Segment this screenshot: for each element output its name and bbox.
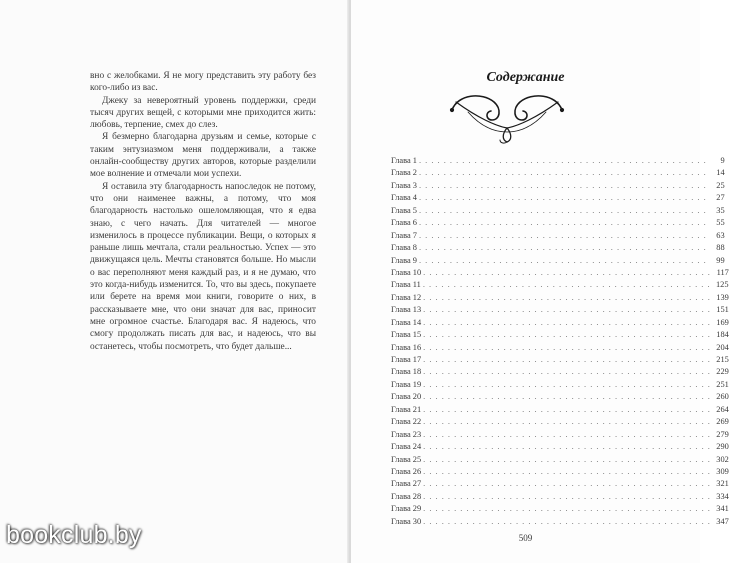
toc-row: [391, 279, 729, 291]
toc-row: [391, 317, 729, 329]
toc-leader-dots: . . . . . . . . . . . . . . . . . . . . . . . . . . . . . . . . . . . . . . . . . . . . . . .: [423, 479, 711, 489]
toc-chapter-label: Глава 1: [391, 156, 417, 165]
toc-leader-dots: . . . . . . . . . . . . . . . . . . . . . . . . . . . . . . . . . . . . . . . . . . . . . . .: [418, 205, 707, 215]
toc-row: [391, 379, 729, 391]
toc-leader-dots: . . . . . . . . . . . . . . . . . . . . . . . . . . . . . . . . . . . . . . . . . . . . . . .: [423, 379, 711, 389]
toc-row: [391, 466, 729, 478]
toc-leader-dots: . . . . . . . . . . . . . . . . . . . . . . . . . . . . . . . . . . . . . . . . . . . . . . .: [423, 267, 711, 277]
toc-page-number: 55: [716, 218, 725, 228]
toc-chapter-label: Глава 3: [391, 180, 417, 190]
toc-chapter-label: Глава 29: [391, 504, 422, 514]
toc-row: [391, 366, 729, 378]
toc-row: [391, 404, 729, 416]
toc-page-number: 63: [716, 230, 725, 240]
toc-chapter-label: Глава 20: [391, 392, 422, 402]
toc-leader-dots: . . . . . . . . . . . . . . . . . . . . . . . . . . . . . . . . . . . . . . . . . . . . . . .: [423, 317, 711, 327]
toc-chapter-label: Глава 23: [391, 429, 422, 439]
toc-page-number: 88: [716, 243, 725, 253]
toc-chapter-label: Глава 30: [391, 516, 422, 526]
toc-leader-dots: . . . . . . . . . . . . . . . . . . . . . . . . . . . . . . . . . . . . . . . . . . . . . . .: [418, 243, 707, 253]
toc-page-number: 169: [716, 317, 729, 327]
paragraph: вно с желобками. Я не могу представить эту работу без кого-либо из вас.: [90, 71, 316, 94]
toc-page-number: 35: [716, 205, 725, 215]
toc-leader-dots: . . . . . . . . . . . . . . . . . . . . . . . . . . . . . . . . . . . . . . . . . . . . . . .: [418, 218, 707, 228]
toc-leader-dots: . . . . . . . . . . . . . . . . . . . . . . . . . . . . . . . . . . . . . . . . . . . . . . .: [418, 255, 707, 265]
toc-row: [391, 441, 729, 453]
toc-page-number: 251: [716, 379, 729, 389]
page-number: 509: [518, 533, 533, 543]
toc-leader-dots: . . . . . . . . . . . . . . . . . . . . . . . . . . . . . . . . . . . . . . . . . . . . . . .: [423, 417, 711, 427]
toc-page-number: 117: [716, 267, 729, 277]
toc-page-number: 290: [716, 442, 729, 452]
toc-page-number: 204: [716, 342, 729, 352]
left-page: [0, 0, 349, 563]
flourish-ornament-icon: [448, 88, 566, 146]
toc-page-number: 341: [716, 504, 729, 514]
toc-leader-dots: . . . . . . . . . . . . . . . . . . . . . . . . . . . . . . . . . . . . . . . . . . . . . . .: [423, 367, 711, 377]
toc-chapter-label: Глава 22: [391, 417, 422, 427]
paragraph: Я безмерно благодарна друзьям и семье, которые с таким энтузиазмом меня поддерживали, а также онлайн-сообществу других авторов, которые разделили мое волнение и отмечали мои успехи.: [90, 132, 316, 180]
toc-leader-dots: . . . . . . . . . . . . . . . . . . . . . . . . . . . . . . . . . . . . . . . . . . . . . . .: [423, 392, 711, 402]
toc-chapter-label: Глава 8: [391, 243, 417, 253]
toc-chapter-label: Глава 17: [391, 355, 422, 364]
paragraph: Я оставила эту благодарность напоследок не потому, что они наименее важны, а потому, что моя благодарность настолько ошеломляющая, что я едва знаю, с чего начать. Для читателей — многое изменилось в процессе публикации. Вещи, о которых я раньше лишь мечтала, стали реальностью. Успех — это движущаяся цель. Мечты становятся больше. Но мысли о вас переполняют меня каждый раз, и я не думаю, что это когда-нибудь изменится. То, что вы здесь, покупаете или берете на время мои книги, говорите о них, в рассказываете мне, что они значат для вас, приносит мне огромное счастье. Благодаря вас. Я надеюсь, что смогу продолжать писать для вас, и надеюсь, что вы останетесь, чтобы посмотреть, что будет дальше...: [90, 181, 316, 352]
toc-page-number: 99: [716, 255, 725, 265]
toc-row: [391, 180, 725, 192]
toc-row: [391, 155, 725, 167]
toc-leader-dots: . . . . . . . . . . . . . . . . . . . . . . . . . . . . . . . . . . . . . . . . . . . . . . .: [418, 168, 707, 178]
toc-chapter-label: Глава 11: [391, 280, 421, 290]
toc-leader-dots: . . . . . . . . . . . . . . . . . . . . . . . . . . . . . . . . . . . . . . . . . . . . . . .: [423, 342, 711, 352]
toc-row: [391, 329, 729, 341]
toc-chapter-label: Глава 25: [391, 454, 422, 464]
toc-chapter-label: Глава 19: [391, 379, 422, 389]
toc-leader-dots: . . . . . . . . . . . . . . . . . . . . . . . . . . . . . . . . . . . . . . . . . . . . . . .: [423, 404, 711, 414]
toc-leader-dots: . . . . . . . . . . . . . . . . . . . . . . . . . . . . . . . . . . . . . . . . . . . . . . .: [423, 429, 711, 439]
toc-page-number: 269: [716, 417, 729, 427]
toc-page-number: 25: [716, 180, 725, 190]
toc-chapter-label: Глава 4: [391, 193, 417, 203]
toc-row: [391, 503, 729, 515]
toc-row: [391, 192, 725, 204]
toc-leader-dots: . . . . . . . . . . . . . . . . . . . . . . . . . . . . . . . . . . . . . . . . . . . . . . .: [423, 305, 711, 315]
toc-row: [391, 292, 729, 304]
toc-row: [391, 267, 729, 279]
toc-page-number: 264: [716, 404, 729, 414]
acknowledgements-text: [90, 70, 316, 353]
toc-leader-dots: . . . . . . . . . . . . . . . . . . . . . . . . . . . . . . . . . . . . . . . . . . . . . . .: [423, 504, 711, 514]
toc-page-number: 260: [716, 392, 729, 402]
toc-row: [391, 342, 729, 354]
toc-leader-dots: . . . . . . . . . . . . . . . . . . . . . . . . . . . . . . . . . . . . . . . . . . . . . . .: [418, 193, 707, 203]
toc-chapter-label: Глава 5: [391, 205, 417, 215]
toc-page-number: 347: [716, 516, 729, 526]
toc-leader-dots: . . . . . . . . . . . . . . . . . . . . . . . . . . . . . . . . . . . . . . . . . . . . . . .: [423, 330, 711, 340]
toc-row: [391, 255, 725, 267]
toc-row: [391, 429, 729, 441]
toc-chapter-label: Глава 24: [391, 442, 422, 452]
toc-chapter-label: Глава 21: [391, 404, 422, 414]
toc-chapter-label: Глава 28: [391, 491, 422, 501]
toc-chapter-label: Глава 14: [391, 317, 422, 327]
toc-page-number: 334: [716, 491, 729, 501]
toc-row: [391, 516, 729, 528]
toc-chapter-label: Глава 13: [391, 305, 422, 315]
toc-page-number: 125: [715, 280, 729, 290]
toc-page-number: 14: [716, 168, 725, 178]
toc-chapter-label: Глава 2: [391, 168, 417, 178]
toc-page-number: 309: [716, 466, 729, 476]
toc-row: [391, 230, 725, 242]
toc-page-number: 229: [716, 367, 729, 377]
toc-leader-dots: . . . . . . . . . . . . . . . . . . . . . . . . . . . . . . . . . . . . . . . . . . . . . . .: [418, 156, 707, 165]
toc-leader-dots: . . . . . . . . . . . . . . . . . . . . . . . . . . . . . . . . . . . . . . . . . . . . . . .: [423, 516, 711, 526]
toc-chapter-label: Глава 12: [391, 292, 422, 302]
toc-page-number: 9: [720, 156, 725, 165]
toc-chapter-label: Глава 16: [391, 342, 422, 352]
toc-chapter-label: Глава 6: [391, 218, 417, 228]
toc-row: [391, 354, 729, 366]
toc-page-number: 215: [716, 355, 729, 364]
toc-row: [391, 167, 725, 179]
toc-leader-dots: . . . . . . . . . . . . . . . . . . . . . . . . . . . . . . . . . . . . . . . . . . . . . . .: [423, 442, 711, 452]
toc-leader-dots: . . . . . . . . . . . . . . . . . . . . . . . . . . . . . . . . . . . . . . . . . . . . . . .: [423, 454, 711, 464]
toc-chapter-label: Глава 26: [391, 466, 422, 476]
toc-row: [391, 454, 729, 466]
toc-chapter-label: Глава 10: [391, 267, 422, 277]
toc-leader-dots: . . . . . . . . . . . . . . . . . . . . . . . . . . . . . . . . . . . . . . . . . . . . . . .: [418, 230, 707, 240]
toc-page-number: 321: [716, 479, 729, 489]
toc-chapter-label: Глава 15: [391, 330, 422, 340]
toc-page-number: 139: [716, 292, 729, 302]
paragraph: Джеку за невероятный уровень поддержки, среди тысяч других вещей, с которыми мне приходится жить: любовь, терпение, смех до слез.: [90, 95, 316, 131]
toc-row: [391, 491, 729, 503]
toc-leader-dots: . . . . . . . . . . . . . . . . . . . . . . . . . . . . . . . . . . . . . . . . . . . . . . .: [423, 466, 711, 476]
toc-row: [391, 478, 729, 490]
toc-row: [391, 391, 729, 403]
toc-leader-dots: . . . . . . . . . . . . . . . . . . . . . . . . . . . . . . . . . . . . . . . . . . . . . . .: [423, 292, 711, 302]
toc-leader-dots: . . . . . . . . . . . . . . . . . . . . . . . . . . . . . . . . . . . . . . . . . . . . . . .: [423, 491, 711, 501]
toc-row: [391, 304, 729, 316]
toc-row: [391, 416, 729, 428]
toc-chapter-label: Глава 7: [391, 230, 417, 240]
table-of-contents: [391, 155, 729, 528]
watermark-logo: bookclub.by: [6, 521, 142, 549]
toc-chapter-label: Глава 27: [391, 479, 422, 489]
toc-title: Содержание: [486, 70, 565, 85]
toc-row: [391, 242, 725, 254]
toc-page-number: 151: [716, 305, 729, 315]
toc-chapter-label: Глава 18: [391, 367, 422, 377]
toc-page-number: 302: [716, 454, 729, 464]
toc-page-number: 27: [716, 193, 725, 203]
toc-row: [391, 205, 725, 217]
toc-leader-dots: . . . . . . . . . . . . . . . . . . . . . . . . . . . . . . . . . . . . . . . . . . . . . . .: [423, 355, 711, 364]
toc-leader-dots: . . . . . . . . . . . . . . . . . . . . . . . . . . . . . . . . . . . . . . . . . . . . . . .: [418, 180, 707, 190]
toc-chapter-label: Глава 9: [391, 255, 417, 265]
toc-row: [391, 217, 725, 229]
toc-leader-dots: . . . . . . . . . . . . . . . . . . . . . . . . . . . . . . . . . . . . . . . . . . . . . . .: [422, 280, 711, 290]
toc-page-number: 279: [716, 429, 729, 439]
toc-page-number: 184: [716, 330, 729, 340]
